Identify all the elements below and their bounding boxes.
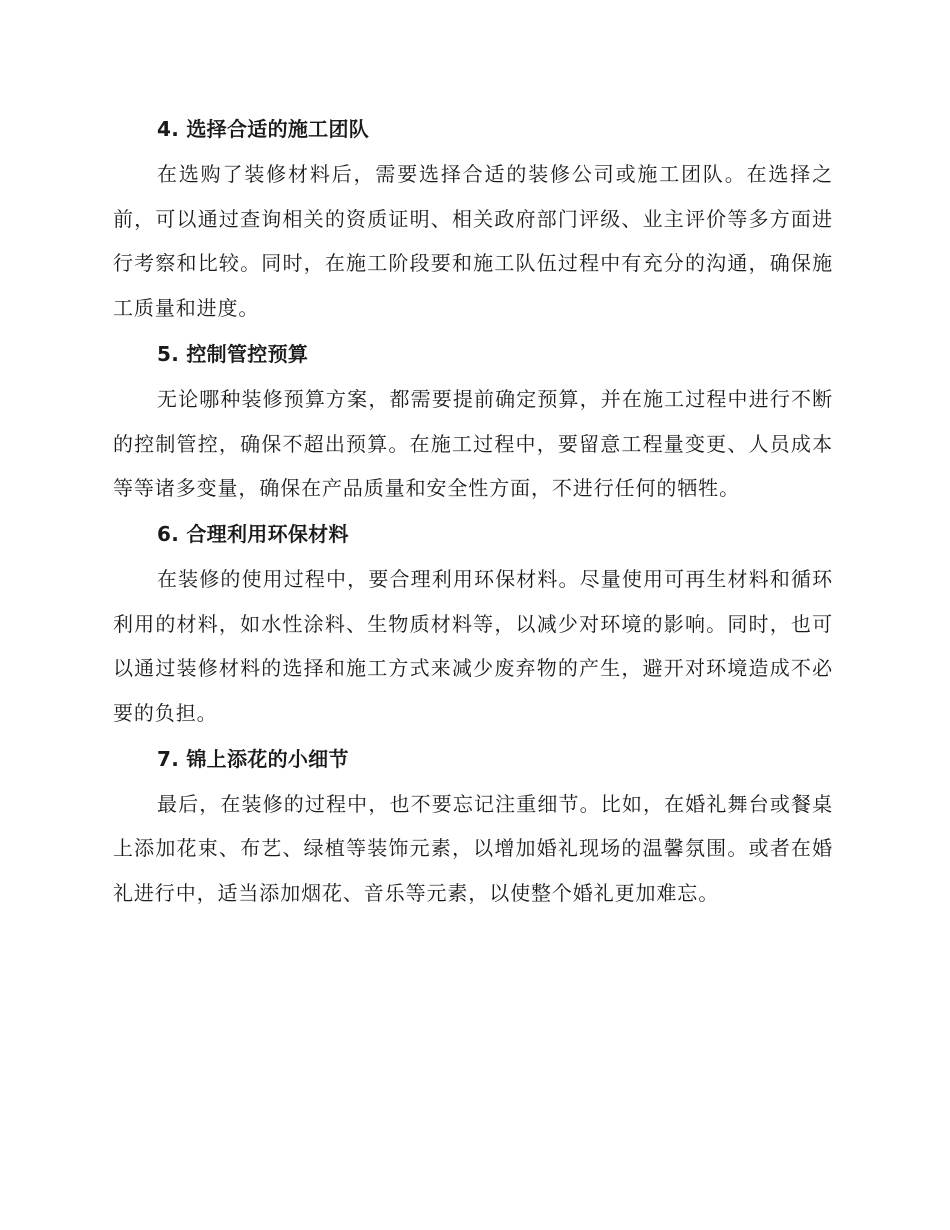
- section-6: [113, 515, 833, 736]
- section-7: [113, 740, 833, 916]
- section-heading: 7. 锦上添花的小细节: [157, 746, 349, 771]
- section-paragraph: 在选购了装修材料后，需要选择合适的装修公司或施工团队。在选择之前，可以通过查询相关的资质证明、相关政府部门评级、业主评价等多方面进行考察和比较。同时，在施工阶段要和施工队伍过程中有充分的沟通，确保施工质量和进度。: [113, 162, 833, 321]
- section-heading: 6. 合理利用环保材料: [157, 521, 349, 546]
- section-paragraph: 最后，在装修的过程中，也不要忘记注重细节。比如，在婚礼舞台或餐桌上添加花束、布艺、绿植等装饰元素，以增加婚礼现场的温馨氛围。或者在婚礼进行中，适当添加烟花、音乐等元素，以使整个婚礼更加难忘。: [113, 791, 833, 906]
- section-heading: 5. 控制管控预算: [157, 341, 309, 366]
- section-heading: 4. 选择合适的施工团队: [157, 117, 370, 141]
- section-paragraph: 在装修的使用过程中，要合理利用环保材料。尽量使用可再生材料和循环利用的材料，如水性涂料、生物质材料等，以减少对环境的影响。同时，也可以通过装修材料的选择和施工方式来减少废弃物的产生，避开对环境造成不必要的负担。: [113, 566, 833, 726]
- document-page: [113, 110, 833, 920]
- section-4: [113, 110, 833, 331]
- section-paragraph: 无论哪种装修预算方案，都需要提前确定预算，并在施工过程中进行不断的控制管控，确保不超出预算。在施工过程中，要留意工程量变更、人员成本等等诸多变量，确保在产品质量和安全性方面，不进行任何的牺牲。: [113, 386, 833, 501]
- section-5: [113, 335, 833, 511]
